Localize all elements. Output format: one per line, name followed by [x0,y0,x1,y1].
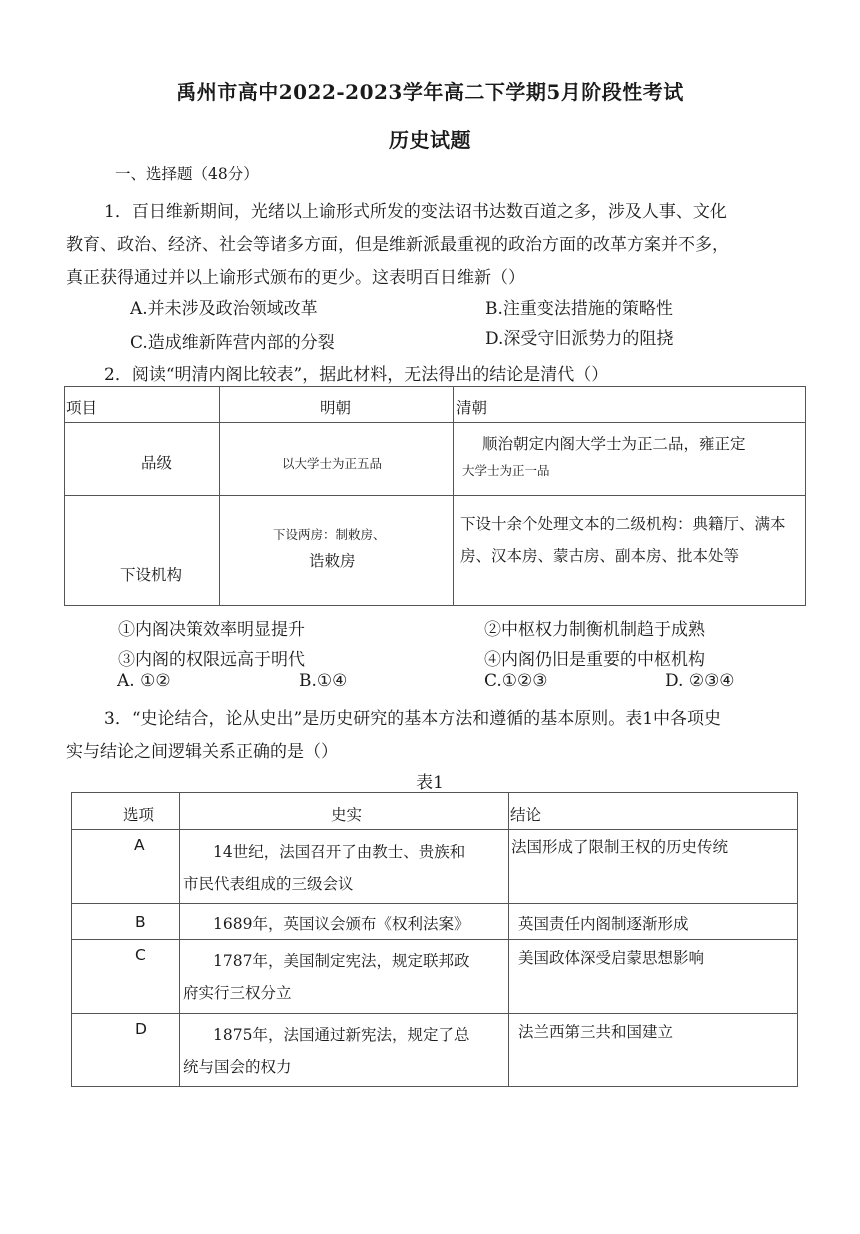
table-row [65,423,806,496]
cell-qing-sub: 下设十余个处理文本的二级机构：典籍厅、满本 房、汉本房、蒙古房、副本房、批本处等 [454,496,806,606]
table-header-conclusion: 结论 [509,793,798,830]
cell-option-c: C [72,940,180,1014]
ming-qing-table [64,386,806,606]
cell-conclusion-a: 法国形成了限制王权的历史传统 [509,830,798,904]
q1-option-b[interactable]: B.注重变法措施的策略性 [485,299,673,319]
cell-rank-label: 品级 [65,423,220,496]
table-header-option: 选项 [72,793,180,830]
q2-option-d[interactable]: D. ②③④ [665,671,735,691]
q2-option-c[interactable]: C.①②③ [484,671,548,691]
q3-line-1: 3．“史论结合，论从史出”是历史研究的基本方法和遵循的基本原则。表1中各项史 [104,709,722,729]
q1-option-c[interactable]: C.造成维新阵营内部的分裂 [130,333,335,353]
cell-fact-d: 1875年，法国通过新宪法，规定了总 统与国会的权力 [180,1014,509,1087]
cell-option-d: D [72,1014,180,1087]
q1-line-3: 真正获得通过并以上谕形式颁布的更少。这表明百日维新（） [66,268,525,288]
table-row [72,830,798,904]
section-heading: 一、选择题（48分） [115,165,259,183]
cell-ming-rank: 以大学士为正五品 [220,423,454,496]
page-subtitle: 历史试题 [389,128,471,152]
table-row [72,1014,798,1087]
cell-fact-a: 14世纪，法国召开了由教士、贵族和 市民代表组成的三级会议 [180,830,509,904]
cell-conclusion-c: 美国政体深受启蒙思想影响 [509,940,798,1014]
q2-statement-3: ③内阁的权限远高于明代 [118,650,305,670]
table-row [72,904,798,940]
q2-option-a[interactable]: A. ①② [117,671,171,691]
q2-stem: 2．阅读“明清内阁比较表”，据此材料，无法得出的结论是清代（） [104,365,609,385]
q1-line-1: 1．百日维新期间，光绪以上谕形式所发的变法诏书达数百道之多，涉及人事、文化 [104,202,727,222]
q2-statement-1: ①内阁决策效率明显提升 [118,620,305,640]
table-row [72,940,798,1014]
q3-line-2: 实与结论之间逻辑关系正确的是（） [66,742,338,762]
cell-ming-sub: 下设两房：制敕房、 诰敕房 [220,496,454,606]
q2-statement-2: ②中枢权力制衡机制趋于成熟 [484,620,705,640]
cell-conclusion-b: 英国责任内阁制逐渐形成 [509,904,798,940]
table-header-ming: 明朝 [220,387,454,423]
cell-qing-rank: 顺治朝定内阁大学士为正二品，雍正定 大学士为正一品 [454,423,806,496]
cell-fact-c: 1787年，美国制定宪法，规定联邦政 府实行三权分立 [180,940,509,1014]
cell-option-b: B [72,904,180,940]
table-header-item: 项目 [65,387,220,423]
q2-statement-4: ④内阁仍旧是重要的中枢机构 [484,650,705,670]
cell-conclusion-d: 法兰西第三共和国建立 [509,1014,798,1087]
q2-option-b[interactable]: B.①④ [299,671,348,691]
history-facts-table [71,792,798,1087]
cell-option-a: A [72,830,180,904]
table-header-qing: 清朝 [454,387,806,423]
page-title: 禹州市高中2022-2023学年高二下学期5月阶段性考试 [176,80,684,104]
q1-option-d[interactable]: D.深受守旧派势力的阻挠 [485,329,674,349]
table-header-fact: 史实 [180,793,509,830]
cell-fact-b: 1689年，英国议会颁布《权利法案》 [180,904,509,940]
q1-option-a[interactable]: A.并未涉及政治领域改革 [130,299,318,319]
table-caption: 表1 [416,773,444,793]
table-row [65,496,806,606]
q1-line-2: 教育、政治、经济、社会等诸多方面，但是维新派最重视的政治方面的改革方案并不多， [66,235,729,255]
cell-sub-label: 下设机构 [65,496,220,606]
